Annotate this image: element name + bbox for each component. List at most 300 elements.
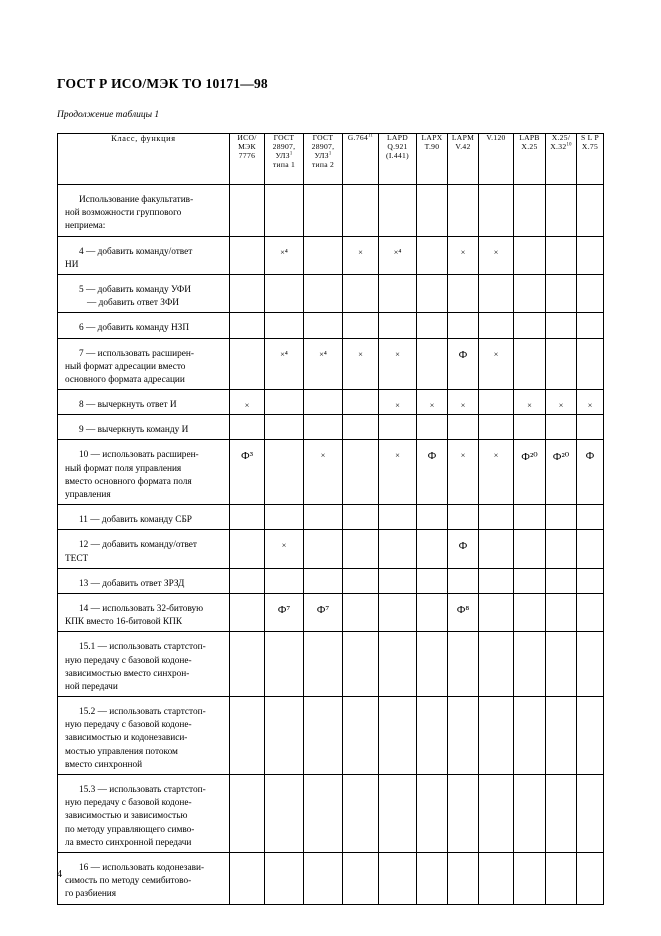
column-header-x25x32 <box>546 134 577 185</box>
column-header-footnote-ref: 10 <box>566 142 572 148</box>
column-header-lapm <box>448 134 479 185</box>
cell-9-g764 <box>343 415 379 440</box>
cell-10-lapb <box>514 440 546 505</box>
table-row <box>58 415 604 440</box>
row-description-line: 7 — использовать расширен- <box>79 348 195 359</box>
cell-15.2-iso <box>230 697 265 775</box>
column-header-line: LAPX <box>421 133 443 142</box>
cell-5-slp <box>577 274 604 312</box>
table-row <box>58 505 604 530</box>
cell-16-lapm <box>448 852 479 904</box>
cross-mark: × <box>358 246 363 257</box>
cell-13-v120 <box>479 568 514 593</box>
cell-13-gost1 <box>265 568 304 593</box>
cell-14-g764 <box>343 593 379 631</box>
cell-11-x25x32 <box>546 505 577 530</box>
row-description-line: ной передачи <box>65 681 118 692</box>
cell-6-slp <box>577 313 604 338</box>
cell-5-gost2 <box>304 274 343 312</box>
cell-15.3-v120 <box>479 775 514 853</box>
column-header-line: МЭК <box>238 141 256 151</box>
cell-intro-gost2 <box>304 185 343 237</box>
column-header-line: V.42 <box>455 141 471 151</box>
cell-6-lapd <box>379 313 417 338</box>
cell-16-gost2 <box>304 852 343 904</box>
compliance-table <box>57 133 604 905</box>
row-description-line: ТЕСТ <box>65 553 89 564</box>
row-description-line: Использование факультатив- <box>79 195 194 205</box>
cell-9-slp <box>577 415 604 440</box>
column-header-line: LAPB <box>519 133 540 142</box>
row-description-15.2 <box>58 697 230 775</box>
cell-14-lapx <box>417 593 448 631</box>
cell-15.1-iso <box>230 632 265 697</box>
cross-mark: × <box>429 400 435 411</box>
table-row <box>58 440 604 505</box>
column-header-line: УЛЗ$^1$ <box>275 150 293 160</box>
cell-14-slp <box>577 593 604 631</box>
cell-12-iso <box>230 530 265 568</box>
cell-4-lapb <box>514 236 546 274</box>
cross-mark: × <box>395 400 400 411</box>
cell-10-v120 <box>479 440 514 505</box>
cell-15.2-lapb <box>514 697 546 775</box>
cell-10-gost1 <box>265 440 304 505</box>
cell-intro-lapd <box>379 185 417 237</box>
row-description-line: — добавить ответ ЗФИ <box>87 298 180 309</box>
cell-6-x25x32 <box>546 313 577 338</box>
cell-7-x25x32 <box>546 338 577 390</box>
cell-10-lapm <box>448 440 479 505</box>
cell-16-gost1 <box>265 852 304 904</box>
cell-8-lapx <box>417 390 448 415</box>
cell-15.1-lapm <box>448 632 479 697</box>
cell-6-gost2 <box>304 313 343 338</box>
cell-10-x25x32 <box>546 440 577 505</box>
cell-15.1-slp <box>577 632 604 697</box>
column-header-line: ГОСТ <box>273 133 295 142</box>
row-description-line: неприема: <box>65 221 106 232</box>
row-description-line: 11 — добавить команду СБР <box>79 515 192 526</box>
cross-mark: × <box>558 400 564 411</box>
mandatory-mark: Ф <box>458 540 468 553</box>
mandatory-mark: Ф²⁰ <box>521 451 538 464</box>
cell-12-v120 <box>479 530 514 568</box>
cell-8-v120 <box>479 390 514 415</box>
row-description-13 <box>58 568 230 593</box>
column-header-line: Класс, функция <box>111 134 176 143</box>
cell-7-gost1 <box>265 338 304 390</box>
table-row <box>58 390 604 415</box>
column-header-line: 28907, <box>311 141 335 151</box>
cell-5-x25x32 <box>546 274 577 312</box>
cell-4-gost1 <box>265 236 304 274</box>
row-description-6 <box>58 313 230 338</box>
cell-15.3-gost1 <box>265 775 304 853</box>
row-description-line: основного формата адресации <box>65 374 185 385</box>
cell-16-v120 <box>479 852 514 904</box>
cell-12-x25x32 <box>546 530 577 568</box>
cell-4-gost2 <box>304 236 343 274</box>
mandatory-mark: Ф <box>458 348 468 361</box>
row-description-line: зависимостью вместо синхрон- <box>65 668 190 679</box>
column-header-line: ИСО/ <box>237 133 257 142</box>
column-header-gost2 <box>304 134 343 185</box>
column-header-lapb <box>514 134 546 185</box>
row-description-8 <box>58 390 230 415</box>
row-description-line: по методу управляющего симво- <box>65 824 195 835</box>
mandatory-mark: Ф⁷ <box>277 603 291 616</box>
cell-15.1-lapb <box>514 632 546 697</box>
row-description-line: 16 — использовать кодонезави- <box>79 862 205 873</box>
cell-7-gost2 <box>304 338 343 390</box>
cell-12-lapm <box>448 530 479 568</box>
cell-11-slp <box>577 505 604 530</box>
row-description-line: 6 — добавить команду НЗП <box>79 323 190 334</box>
cell-11-lapx <box>417 505 448 530</box>
cell-6-lapm <box>448 313 479 338</box>
cross-mark: × <box>395 348 400 359</box>
cell-15.2-g764 <box>343 697 379 775</box>
table-row <box>58 338 604 390</box>
cell-5-lapm <box>448 274 479 312</box>
row-description-4 <box>58 236 230 274</box>
cell-4-g764 <box>343 236 379 274</box>
row-description-5 <box>58 274 230 312</box>
cross-mark: ×⁴ <box>280 246 288 257</box>
cell-11-lapb <box>514 505 546 530</box>
cell-7-lapx <box>417 338 448 390</box>
cell-6-v120 <box>479 313 514 338</box>
cell-5-lapx <box>417 274 448 312</box>
column-header-slp <box>577 134 604 185</box>
cell-8-lapd <box>379 390 417 415</box>
column-header-line: X.25 <box>521 141 538 151</box>
row-description-line: 13 — добавить ответ ЗРЗД <box>79 578 185 589</box>
column-header-line: LAPD <box>386 133 409 142</box>
cell-13-lapx <box>417 568 448 593</box>
cell-9-lapb <box>514 415 546 440</box>
cell-15.2-gost1 <box>265 697 304 775</box>
cell-13-slp <box>577 568 604 593</box>
cell-12-g764 <box>343 530 379 568</box>
column-header-line: S L P <box>580 133 600 142</box>
cell-11-lapd <box>379 505 417 530</box>
cell-8-gost2 <box>304 390 343 415</box>
column-header-lapx <box>417 134 448 185</box>
table-header <box>58 134 604 185</box>
cell-12-lapb <box>514 530 546 568</box>
cell-intro-iso <box>230 185 265 237</box>
cell-intro-gost1 <box>265 185 304 237</box>
mandatory-mark: Ф²⁰ <box>552 451 570 464</box>
cell-15.1-gost1 <box>265 632 304 697</box>
cell-10-iso <box>230 440 265 505</box>
table-row <box>58 775 604 853</box>
cell-13-lapm <box>448 568 479 593</box>
mandatory-mark: Ф <box>427 450 437 463</box>
table-row <box>58 697 604 775</box>
cell-11-lapm <box>448 505 479 530</box>
cell-8-x25x32 <box>546 390 577 415</box>
cell-11-gost2 <box>304 505 343 530</box>
cross-mark: × <box>244 400 250 411</box>
table-body <box>58 185 604 905</box>
cell-13-lapb <box>514 568 546 593</box>
cell-13-x25x32 <box>546 568 577 593</box>
cell-10-slp <box>577 440 604 505</box>
cell-8-slp <box>577 390 604 415</box>
row-description-line: НИ <box>65 259 79 270</box>
cell-12-gost1 <box>265 530 304 568</box>
column-header-line: типа 2 <box>311 159 335 169</box>
cell-14-v120 <box>479 593 514 631</box>
row-description-16 <box>58 852 230 904</box>
cross-mark: × <box>527 400 532 411</box>
cell-15.2-gost2 <box>304 697 343 775</box>
row-description-10 <box>58 440 230 505</box>
cell-4-lapd <box>379 236 417 274</box>
cross-mark: × <box>358 348 363 359</box>
column-header-line: X.25/ <box>551 133 571 142</box>
row-description-line: КПК вместо 16-битовой КПК <box>65 617 183 628</box>
cross-mark: ×⁴ <box>319 348 327 359</box>
row-description-line: 15.3 — использовать стартстоп- <box>79 785 206 795</box>
cell-15.3-gost2 <box>304 775 343 853</box>
cell-15.2-lapm <box>448 697 479 775</box>
cell-15.3-g764 <box>343 775 379 853</box>
column-header-gost1 <box>265 134 304 185</box>
column-header-line: ГОСТ <box>312 133 334 142</box>
cell-9-v120 <box>479 415 514 440</box>
column-header-line: 7776 <box>238 150 256 160</box>
table-header-row <box>58 134 604 185</box>
cell-16-g764 <box>343 852 379 904</box>
cell-15.2-lapd <box>379 697 417 775</box>
row-description-15.1 <box>58 632 230 697</box>
column-header-line: типа 1 <box>272 159 296 169</box>
mandatory-mark: Ф⁷ <box>316 603 330 616</box>
row-description-line: зависимостью и кодонезависи- <box>65 733 188 744</box>
cell-9-lapx <box>417 415 448 440</box>
table-row <box>58 530 604 568</box>
column-header-lapd <box>379 134 417 185</box>
cell-13-iso <box>230 568 265 593</box>
row-description-line: ную передачу с базовой кодоне- <box>65 655 192 666</box>
cross-mark: × <box>460 400 466 411</box>
cell-12-gost2 <box>304 530 343 568</box>
cell-13-lapd <box>379 568 417 593</box>
row-description-line: 12 — добавить команду/ответ <box>79 540 197 551</box>
mandatory-mark: Ф³ <box>241 450 253 463</box>
cell-12-slp <box>577 530 604 568</box>
cell-8-g764 <box>343 390 379 415</box>
cell-14-lapb <box>514 593 546 631</box>
row-description-line: 10 — использовать расширен- <box>79 450 199 461</box>
cell-14-x25x32 <box>546 593 577 631</box>
cell-16-lapx <box>417 852 448 904</box>
table-row <box>58 274 604 312</box>
cell-intro-g764 <box>343 185 379 237</box>
row-description-9 <box>58 415 230 440</box>
row-description-line: 4 — добавить команду/ответ <box>79 246 193 257</box>
row-description-line: ной возможности группового <box>65 208 182 219</box>
cell-12-lapd <box>379 530 417 568</box>
cell-5-gost1 <box>265 274 304 312</box>
cross-mark: × <box>395 450 400 461</box>
page-title: ГОСТ Р ИСО/МЭК ТО 10171—98 <box>57 76 268 91</box>
column-header-line: V.120 <box>486 133 506 142</box>
cross-mark: × <box>493 348 499 359</box>
row-description-line: зависимостью и зависимостью <box>65 811 188 822</box>
cell-15.1-v120 <box>479 632 514 697</box>
cell-13-g764 <box>343 568 379 593</box>
cell-15.2-v120 <box>479 697 514 775</box>
cell-8-gost1 <box>265 390 304 415</box>
cell-15.1-gost2 <box>304 632 343 697</box>
cell-8-iso <box>230 390 265 415</box>
row-description-line: вместо основного формата поля <box>65 476 192 487</box>
cell-10-lapx <box>417 440 448 505</box>
cell-4-iso <box>230 236 265 274</box>
cell-7-iso <box>230 338 265 390</box>
cell-11-iso <box>230 505 265 530</box>
cell-4-v120 <box>479 236 514 274</box>
cross-mark: × <box>587 400 593 411</box>
row-description-11 <box>58 505 230 530</box>
table-row <box>58 852 604 904</box>
cell-8-lapm <box>448 390 479 415</box>
cell-11-v120 <box>479 505 514 530</box>
cell-15.2-x25x32 <box>546 697 577 775</box>
cell-14-gost2 <box>304 593 343 631</box>
cell-7-lapd <box>379 338 417 390</box>
cell-8-lapb <box>514 390 546 415</box>
row-description-line: мостью управления потоком <box>65 746 178 757</box>
cell-5-g764 <box>343 274 379 312</box>
cell-6-g764 <box>343 313 379 338</box>
mandatory-mark: Ф⁸ <box>456 603 470 616</box>
row-description-7 <box>58 338 230 390</box>
row-description-line: ную передачу с базовой кодоне- <box>65 798 192 809</box>
row-description-line: ный формат адресации вместо <box>65 361 186 372</box>
cell-7-slp <box>577 338 604 390</box>
cell-6-gost1 <box>265 313 304 338</box>
cell-intro-v120 <box>479 185 514 237</box>
cell-14-iso <box>230 593 265 631</box>
cross-mark: × <box>320 450 326 461</box>
cell-intro-lapb <box>514 185 546 237</box>
cell-15.3-iso <box>230 775 265 853</box>
cross-mark: ×⁴ <box>280 348 288 359</box>
cell-9-x25x32 <box>546 415 577 440</box>
cell-14-gost1 <box>265 593 304 631</box>
table-row <box>58 568 604 593</box>
cell-15.1-x25x32 <box>546 632 577 697</box>
cell-15.3-x25x32 <box>546 775 577 853</box>
cell-12-lapx <box>417 530 448 568</box>
cell-5-v120 <box>479 274 514 312</box>
cell-14-lapd <box>379 593 417 631</box>
table-row <box>58 632 604 697</box>
cell-7-v120 <box>479 338 514 390</box>
cell-15.3-lapd <box>379 775 417 853</box>
column-header-line: 28907, <box>272 141 296 151</box>
cell-intro-slp <box>577 185 604 237</box>
column-header-footnote-ref: 1 <box>328 151 332 157</box>
cell-4-slp <box>577 236 604 274</box>
cell-intro-lapm <box>448 185 479 237</box>
row-description-15.3 <box>58 775 230 853</box>
cross-mark: × <box>493 246 499 257</box>
cross-mark: × <box>460 246 466 257</box>
cell-5-lapd <box>379 274 417 312</box>
cell-16-iso <box>230 852 265 904</box>
cross-mark: × <box>281 540 287 551</box>
column-header-g764 <box>343 134 379 185</box>
cell-10-g764 <box>343 440 379 505</box>
cell-4-x25x32 <box>546 236 577 274</box>
column-header-footnote-ref: 1 <box>289 151 293 157</box>
row-description-line: 8 — вычеркнуть ответ И <box>79 400 177 411</box>
column-header-line: (I.441) <box>386 150 409 160</box>
cell-6-iso <box>230 313 265 338</box>
cell-4-lapm <box>448 236 479 274</box>
cell-7-lapb <box>514 338 546 390</box>
table-row <box>58 236 604 274</box>
cell-16-lapb <box>514 852 546 904</box>
cell-9-iso <box>230 415 265 440</box>
column-header-line: $X.32^{10}$ <box>550 141 572 151</box>
cell-9-lapd <box>379 415 417 440</box>
row-description-14 <box>58 593 230 631</box>
column-header-footnote-ref: 11 <box>368 133 374 139</box>
cell-13-gost2 <box>304 568 343 593</box>
cross-mark: × <box>460 450 466 461</box>
column-header-line: LAPM <box>451 133 475 142</box>
row-description-line: 9 — вычеркнуть команду И <box>79 425 189 436</box>
cell-16-lapd <box>379 852 417 904</box>
cell-6-lapx <box>417 313 448 338</box>
cross-mark: ×⁴ <box>393 246 402 257</box>
row-description-line: ла вместо синхронной передачи <box>65 837 192 848</box>
cell-15.2-lapx <box>417 697 448 775</box>
column-header-line: T.90 <box>424 141 440 151</box>
row-description-intro <box>58 185 230 237</box>
cell-11-g764 <box>343 505 379 530</box>
cell-intro-x25x32 <box>546 185 577 237</box>
row-description-line: 14 — использовать 32-битовую <box>79 603 204 614</box>
cell-intro-lapx <box>417 185 448 237</box>
cell-7-g764 <box>343 338 379 390</box>
row-description-12 <box>58 530 230 568</box>
row-description-line: вместо синхронной <box>65 759 143 770</box>
cell-15.3-lapm <box>448 775 479 853</box>
column-header-line: Q.921 <box>387 141 408 151</box>
row-description-line: 5 — добавить команду УФИ <box>79 284 191 295</box>
cell-15.1-g764 <box>343 632 379 697</box>
cell-5-iso <box>230 274 265 312</box>
row-description-line: 15.2 — использовать стартстоп- <box>79 707 206 718</box>
table-container <box>57 133 603 905</box>
column-header-line: X.75 <box>581 141 599 151</box>
table-row <box>58 313 604 338</box>
cell-9-lapm <box>448 415 479 440</box>
cell-15.3-lapb <box>514 775 546 853</box>
cell-10-gost2 <box>304 440 343 505</box>
cell-4-lapx <box>417 236 448 274</box>
table-caption: Продолжение таблицы 1 <box>57 110 160 120</box>
